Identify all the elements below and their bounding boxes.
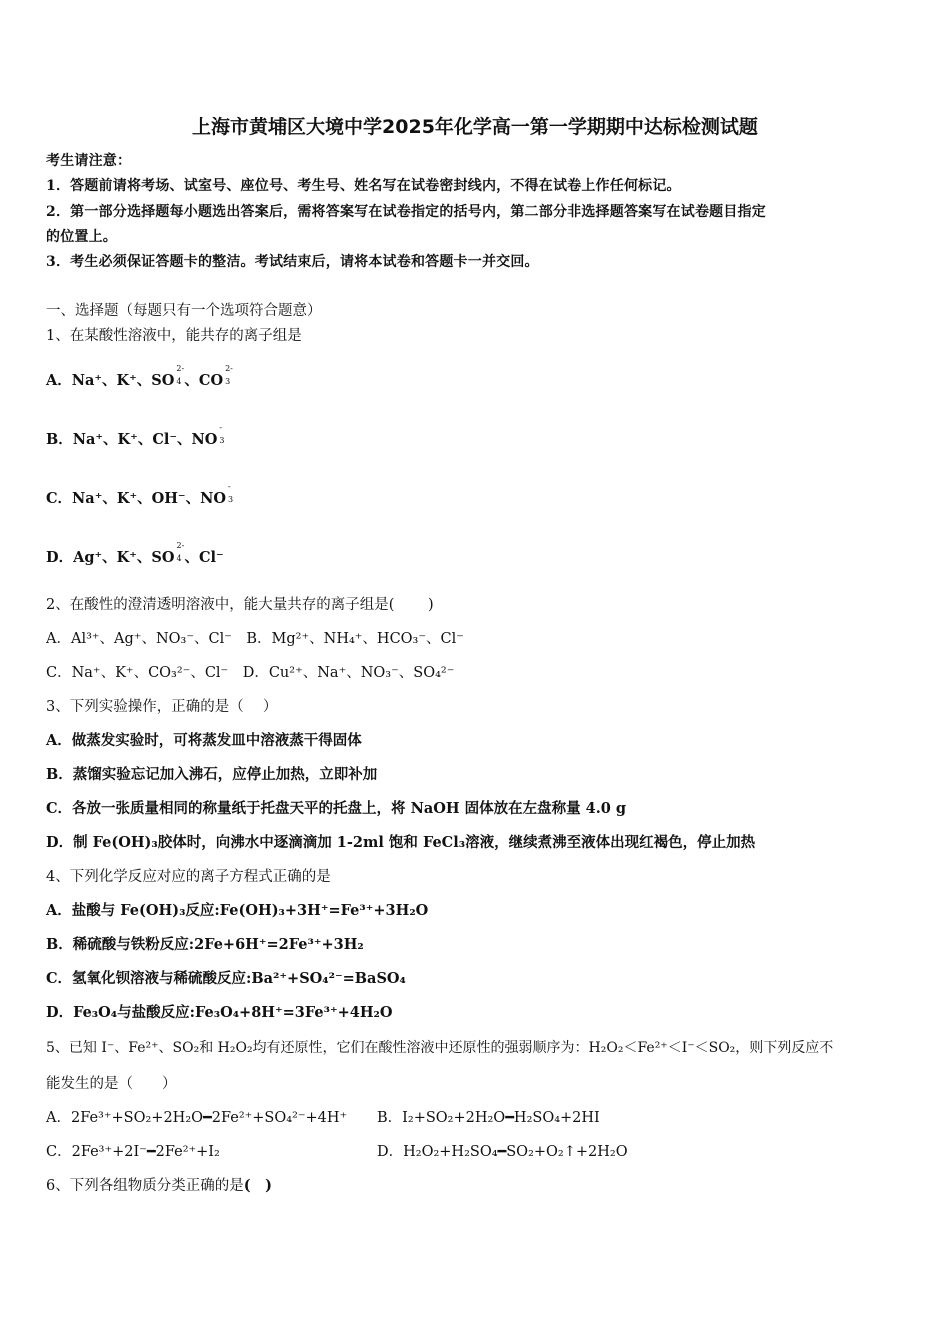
q1-d-charge bbox=[174, 541, 185, 568]
q1-b-charge bbox=[217, 423, 227, 450]
q1-a-sup1: 2- bbox=[176, 364, 185, 373]
notice-item-2a: 2．第一部分选择题每小题选出答案后，需将答案写在试卷指定的括号内，第二部分非选择题答案写在试卷题目指定 bbox=[46, 204, 766, 220]
question-3-option-d: D．制 Fe(OH)₃胶体时，向沸水中逐滴滴加 1-2ml 饱和 FeCl₃溶液，继续煮沸至液体出现红褐色，停止加热 bbox=[46, 834, 756, 851]
question-3-option-c: C．各放一张质量相同的称量纸于托盘天平的托盘上，将 NaOH 固体放在左盘称量 4.0 g bbox=[46, 800, 627, 817]
question-4-stem: 4、下列化学反应对应的离子方程式正确的是 bbox=[46, 869, 331, 885]
question-3-option-a: A．做蒸发实验时，可将蒸发皿中溶液蒸干得固体 bbox=[46, 732, 362, 749]
q1-d-sub: 4 bbox=[176, 554, 182, 563]
notice-item-3: 3．考生必须保证答题卡的整洁。考试结束后，请将本试卷和答题卡一并交回。 bbox=[46, 254, 539, 270]
question-6-stem bbox=[46, 1176, 272, 1196]
question-3-stem: 3、下列实验操作，正确的是（ ） bbox=[46, 699, 278, 715]
q1-a-sub1: 4 bbox=[176, 377, 182, 386]
q1-c-sub: 3 bbox=[227, 495, 234, 504]
question-4-option-d: D．Fe₃O₄与盐酸反应:Fe₃O₄+8H⁺=3Fe³⁺+4H₂O bbox=[46, 1004, 393, 1021]
q1-a-sub2: 3 bbox=[225, 377, 231, 386]
question-5-stem-line-1: 5、已知 I⁻、Fe²⁺、SO₂和 H₂O₂均有还原性，它们在酸性溶液中还原性的强弱顺序为：H₂O₂＜Fe²⁺＜I⁻＜SO₂，则下列反应不 bbox=[46, 1040, 834, 1056]
question-1-option-a bbox=[46, 364, 233, 391]
q1-a-sup2: 2- bbox=[225, 364, 233, 373]
q1-c-text: C．Na⁺、K⁺、OH⁻、NO bbox=[46, 490, 226, 507]
question-1-option-d bbox=[46, 541, 224, 568]
notice-item-1: 1．答题前请将考场、试室号、座位号、考生号、姓名写在试卷密封线内，不得在试卷上作任何标记。 bbox=[46, 178, 681, 194]
q1-a-mid: 、CO bbox=[184, 372, 224, 389]
q1-a-charge-2 bbox=[223, 364, 233, 391]
question-2-options-cd: C．Na⁺、K⁺、CO₃²⁻、Cl⁻ D．Cu²⁺、Na⁺、NO₃⁻、SO₄²⁻ bbox=[46, 665, 455, 681]
q1-b-sub: 3 bbox=[219, 436, 225, 445]
question-5-option-d: D．H₂O₂+H₂SO₄━SO₂+O₂↑+2H₂O bbox=[377, 1144, 628, 1160]
question-3-option-b: B．蒸馏实验忘记加入沸石，应停止加热，立即补加 bbox=[46, 766, 378, 783]
question-1-option-b bbox=[46, 423, 227, 450]
page-title: 上海市黄埔区大境中学2025年化学高一第一学期期中达标检测试题 bbox=[192, 116, 758, 138]
q1-d-sup: 2- bbox=[176, 541, 185, 550]
question-2-stem: 2、在酸性的澄清透明溶液中，能大量共存的离子组是( ) bbox=[46, 597, 434, 613]
q1-a-text: A．Na⁺、K⁺、SO bbox=[46, 372, 175, 389]
question-4-option-c: C．氢氧化钡溶液与稀硫酸反应:Ba²⁺+SO₄²⁻=BaSO₄ bbox=[46, 970, 406, 987]
question-2-options-ab: A．Al³⁺、Ag⁺、NO₃⁻、Cl⁻ B．Mg²⁺、NH₄⁺、HCO₃⁻、Cl⁻ bbox=[46, 631, 464, 647]
question-1-stem: 1、在某酸性溶液中，能共存的离子组是 bbox=[46, 328, 302, 344]
q1-b-sup: - bbox=[219, 423, 223, 432]
question-1-option-c bbox=[46, 482, 236, 509]
q1-a-charge-1 bbox=[174, 364, 185, 391]
notice-item-2b: 的位置上。 bbox=[46, 229, 117, 245]
q1-d-text: D．Ag⁺、K⁺、SO bbox=[46, 549, 175, 566]
q1-c-sup: - bbox=[227, 482, 231, 491]
q1-c-charge bbox=[226, 482, 236, 509]
q6-stem-text: 6、下列各组物质分类正确的是 bbox=[46, 1178, 244, 1194]
section-heading: 一、选择题（每题只有一个选项符合题意） bbox=[46, 303, 322, 319]
q1-d-post: 、Cl⁻ bbox=[184, 549, 224, 566]
question-4-option-b: B．稀硫酸与铁粉反应:2Fe+6H⁺=2Fe³⁺+3H₂ bbox=[46, 936, 364, 953]
question-5-option-a: A．2Fe³⁺+SO₂+2H₂O━2Fe²⁺+SO₄²⁻+4H⁺ bbox=[46, 1110, 348, 1126]
q6-answer-paren: ( ) bbox=[243, 1177, 272, 1194]
question-5-option-c: C．2Fe³⁺+2I⁻━2Fe²⁺+I₂ bbox=[46, 1144, 220, 1160]
notice-heading: 考生请注意： bbox=[46, 153, 132, 169]
question-5-option-b: B．I₂+SO₂+2H₂O━H₂SO₄+2HI bbox=[377, 1110, 600, 1126]
question-5-stem-line-2: 能发生的是（ ） bbox=[46, 1076, 177, 1092]
question-4-option-a: A．盐酸与 Fe(OH)₃反应:Fe(OH)₃+3H⁺=Fe³⁺+3H₂O bbox=[46, 902, 429, 919]
q1-b-text: B．Na⁺、K⁺、Cl⁻、NO bbox=[46, 431, 218, 448]
